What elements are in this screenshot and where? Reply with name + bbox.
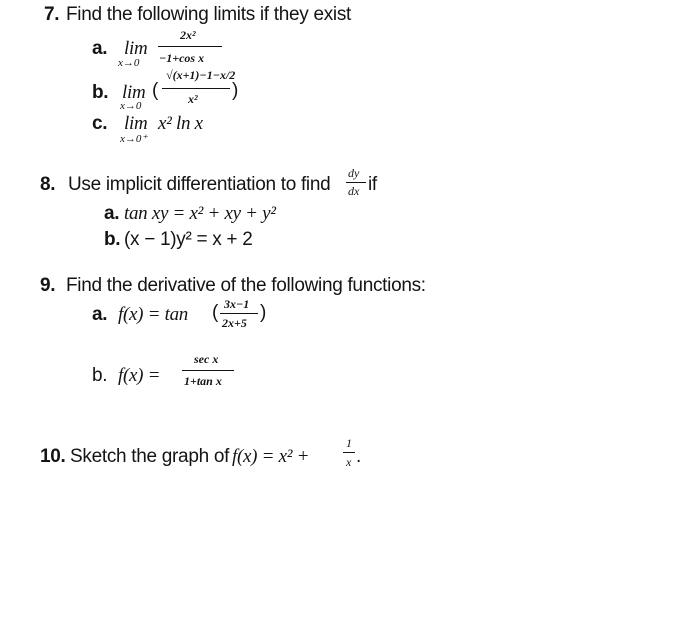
q8-number: 8. bbox=[40, 174, 56, 195]
q10-prompt: Sketch the graph of bbox=[70, 446, 230, 467]
q8a-label: a. bbox=[104, 203, 120, 224]
q7c-lim-sub: x→0⁺ bbox=[120, 133, 148, 145]
q7a-denominator: −1+cos x bbox=[159, 51, 205, 65]
q9b-label: b. bbox=[92, 365, 108, 386]
q10-frac-denominator: x bbox=[346, 455, 352, 469]
q7b-close-paren: ) bbox=[232, 80, 239, 101]
q7c-expression: x² ln x bbox=[158, 113, 203, 134]
q10-fraction-bar bbox=[343, 452, 355, 453]
q9b-denominator: 1+tan x bbox=[184, 374, 222, 388]
q9b-numerator: sec x bbox=[194, 352, 219, 366]
q8-prompt: Use implicit differentiation to find bbox=[68, 174, 331, 195]
q7a-lim: lim bbox=[124, 38, 148, 59]
q8-dy: dy bbox=[348, 166, 360, 180]
q7a-label: a. bbox=[92, 38, 108, 59]
q7a-numerator: 2x² bbox=[180, 28, 196, 42]
q9b-lhs: f(x) = bbox=[118, 365, 161, 386]
q8a-expression: tan xy = x² + xy + y² bbox=[124, 203, 276, 224]
q7b-lim: lim bbox=[122, 82, 146, 103]
q10-expression: f(x) = x² + bbox=[232, 446, 310, 467]
q9a-fraction-bar bbox=[220, 313, 258, 314]
q9a-denominator: 2x+5 bbox=[222, 316, 247, 330]
q9a-numerator: 3x−1 bbox=[224, 297, 250, 311]
q7b-label: b. bbox=[92, 82, 109, 103]
q7c-lim: lim bbox=[124, 113, 148, 134]
q10-period: . bbox=[356, 446, 361, 467]
q9b-fraction-bar bbox=[182, 370, 234, 371]
q9a-label: a. bbox=[92, 304, 108, 325]
q9a-lhs: f(x) = tan bbox=[118, 304, 188, 325]
q7b-denominator: x² bbox=[188, 92, 198, 106]
q7a-lim-sub: x→0 bbox=[118, 57, 140, 69]
q7a-fraction-bar bbox=[158, 46, 222, 47]
q7b-lim-sub: x→0 bbox=[120, 100, 142, 112]
q7b-fraction-bar bbox=[162, 88, 230, 89]
q9-prompt: Find the derivative of the following functions: bbox=[66, 275, 426, 296]
q7b-open-paren: ( bbox=[152, 80, 159, 101]
q8b-expression: (x − 1)y² = x + 2 bbox=[124, 229, 253, 250]
q10-frac-numerator: 1 bbox=[346, 436, 352, 450]
q9-number: 9. bbox=[40, 275, 56, 296]
q7-prompt: Find the following limits if they exist bbox=[66, 4, 352, 25]
q8-dx: dx bbox=[348, 184, 360, 198]
q7c-label: c. bbox=[92, 113, 108, 134]
q8b-label: b. bbox=[104, 229, 121, 250]
q7b-numerator: √(x+1)−1−x/2 bbox=[166, 68, 236, 82]
q9a-open-paren: ( bbox=[212, 302, 219, 323]
q8-if: if bbox=[368, 174, 377, 195]
q9a-close-paren: ) bbox=[260, 302, 267, 323]
q10-number: 10. bbox=[40, 446, 66, 467]
q7-number: 7. bbox=[44, 4, 60, 25]
q8-fraction-bar bbox=[346, 182, 366, 183]
